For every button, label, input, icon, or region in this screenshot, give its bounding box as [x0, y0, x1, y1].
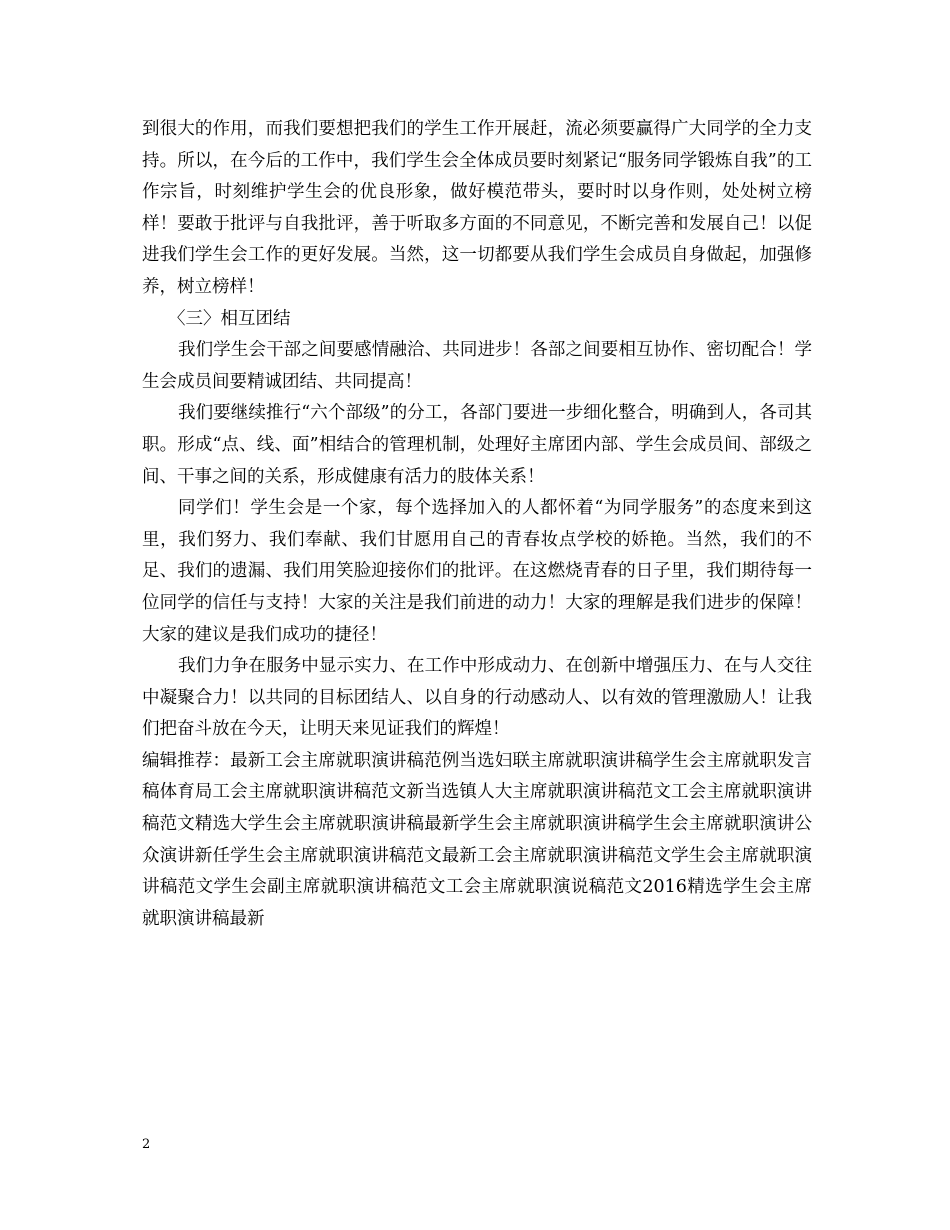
- paragraph-continuation: 到很大的作用，而我们要想把我们的学生工作开展赶，流必须要赢得广大同学的全力支持。所以，在今后的工作中，我们学生会全体成员要时刻紧记“服务同学锻炼自我”的工作宗旨，时刻维护学生会的优良形象，做好模范带头，要时时以身作则，处处树立榜样！要敢于批评与自我批评，善于听取多方面的不同意见，不断完善和发展自己！以促进我们学生会工作的更好发展。当然，这一切都要从我们学生会成员自身做起，加强修养，树立榜样！: [142, 119, 812, 297]
- page-number: 2: [142, 1137, 151, 1152]
- paragraph-closing: 我们力争在服务中显示实力、在工作中形成动力、在创新中增强压力、在与人交往中凝聚合力！以共同的目标团结人、以自身的行动感动人、以有效的管理激励人！让我们把奋斗放在今天，让明天来见证我们的辉煌！: [142, 656, 812, 740]
- paragraph-divisions: 我们要继续推行“六个部级”的分工，各部门要进一步细化整合，明确到人，各司其职。形成“点、线、面”相结合的管理机制，处理好主席团内部、学生会成员间、部级之间、干事之间的关系，形成健康有活力的肢体关系！: [142, 403, 812, 487]
- paragraph-address: 同学们！学生会是一个家，每个选择加入的人都怀着“为同学服务”的态度来到这里，我们努力、我们奉献、我们甘愿用自己的青春妆点学校的娇艳。当然，我们的不足、我们的遗漏、我们用笑脸迎接你们的批评。在这燃烧青春的日子里，我们期待每一位同学的信任与支持！大家的关注是我们前进的动力！大家的理解是我们进步的保障！大家的建议是我们成功的捷径！: [142, 498, 812, 645]
- editor-recommendations: 编辑推荐：最新工会主席就职演讲稿范例当选妇联主席就职演讲稿学生会主席就职发言稿体育局工会主席就职演讲稿范文新当选镇人大主席就职演讲稿范文工会主席就职演讲稿范文精选大学生会主席就职演讲稿最新学生会主席就职演讲稿学生会主席就职演讲公众演讲新任学生会主席就职演讲稿范文最新工会主席就职演讲稿范文学生会主席就职演讲稿范文学生会副主席就职演讲稿范文工会主席就职演说稿范文2016精选学生会主席就职演讲稿最新: [142, 750, 812, 929]
- paragraph-unity: 我们学生会干部之间要感情融洽、共同进步！各部之间要相互协作、密切配合！学生会成员间要精诚团结、共同提高！: [142, 340, 812, 392]
- section-heading: 〈三〉相互团结: [168, 308, 291, 329]
- document-body: [142, 114, 812, 935]
